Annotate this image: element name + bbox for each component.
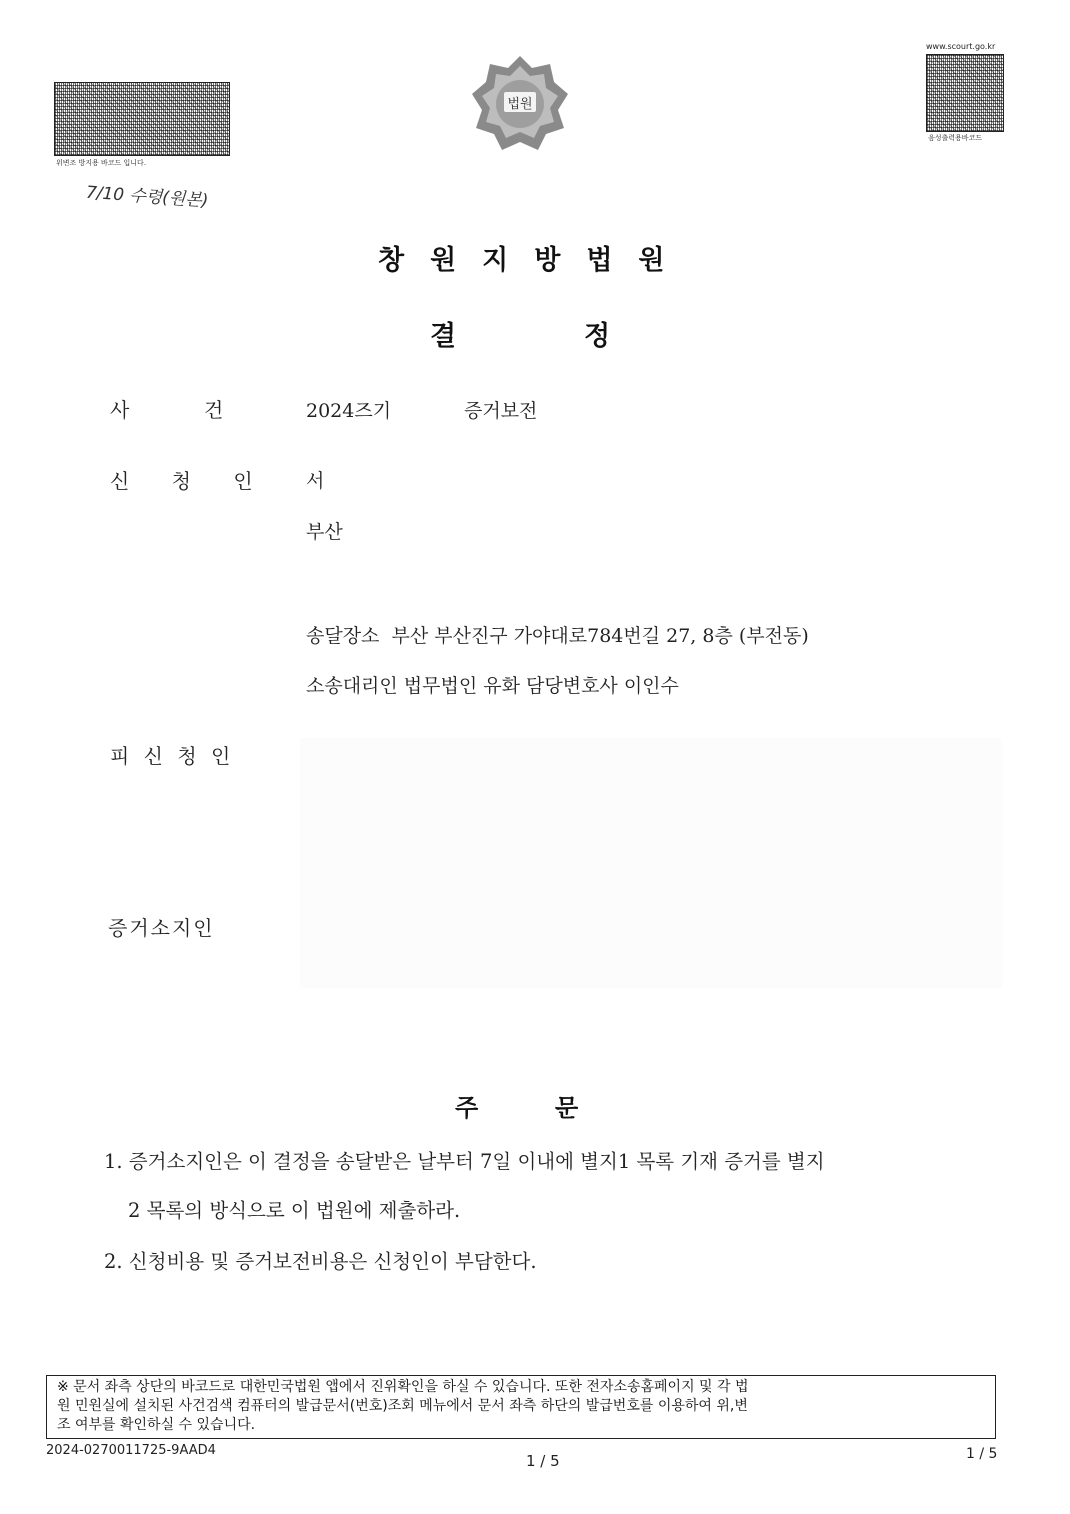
voice-output-barcode-caption: 음성출력용바코드 <box>928 134 983 142</box>
verification-notice-line-3: 조 여부를 확인하실 수 있습니다. <box>57 1417 256 1433</box>
verification-notice-box <box>46 1375 996 1439</box>
order-item-1-line-2: 2 목록의 방식으로 이 법원에 제출하라. <box>128 1199 461 1222</box>
court-website-url: www.scourt.go.kr <box>926 42 996 51</box>
case-name: 증거보전 <box>464 400 538 422</box>
court-seal-text: 법원 <box>507 97 533 112</box>
order-item-1-line-1: 1. 증거소지인은 이 결정을 송달받은 날부터 7일 이내에 별지1 목록 기재 증거를 별지 <box>104 1150 825 1173</box>
verification-notice-line-2: 원 민원실에 설치된 사건검색 컴퓨터의 발급문서(번호)조회 메뉴에서 문서 좌측 하단의 발급번호를 이용하여 위,변 <box>57 1398 748 1414</box>
applicant-name: 서 <box>306 470 325 492</box>
redacted-area <box>300 738 1002 988</box>
order-item-2: 2. 신청비용 및 증거보전비용은 신청인이 부담한다. <box>104 1250 537 1273</box>
decision-title-left: 결 <box>430 321 457 352</box>
decision-title-right: 정 <box>584 321 611 352</box>
case-label-b: 건 <box>204 398 224 422</box>
court-name-title: 창원지방법원 <box>378 245 691 276</box>
applicant-label: 신 청 인 <box>110 469 271 493</box>
evidence-holder-label: 증거소지인 <box>108 916 215 940</box>
applicant-address: 부산 <box>306 521 343 543</box>
applicant-attorney: 소송대리인 법무법인 유화 담당변호사 이인수 <box>306 675 679 697</box>
issue-number: 2024-0270011725-9AAD4 <box>46 1443 216 1458</box>
voice-output-barcode <box>926 54 1004 132</box>
authenticity-barcode-caption: 위변조 방지용 바코드 입니다. <box>56 159 147 167</box>
order-title-right: 문 <box>555 1093 579 1122</box>
handwritten-note: 7/10 수령(원본) <box>85 182 209 212</box>
court-seal-emblem <box>470 54 570 154</box>
order-title-left: 주 <box>455 1093 479 1122</box>
page-number-center: 1 / 5 <box>526 1452 560 1470</box>
case-label-a: 사 <box>110 398 130 422</box>
respondent-label: 피 신 청 인 <box>110 744 235 768</box>
case-number: 2024즈기 <box>306 400 392 422</box>
verification-notice-line-1: ※ 문서 좌측 상단의 바코드로 대한민국법원 앱에서 진위확인을 하실 수 있습니다. 또한 전자소송홈페이지 및 각 법 <box>57 1379 749 1395</box>
applicant-service-address: 송달장소 부산 부산진구 가야대로784번길 27, 8층 (부전동) <box>306 625 809 647</box>
authenticity-barcode <box>54 82 230 156</box>
page-number-right: 1 / 5 <box>966 1446 998 1462</box>
